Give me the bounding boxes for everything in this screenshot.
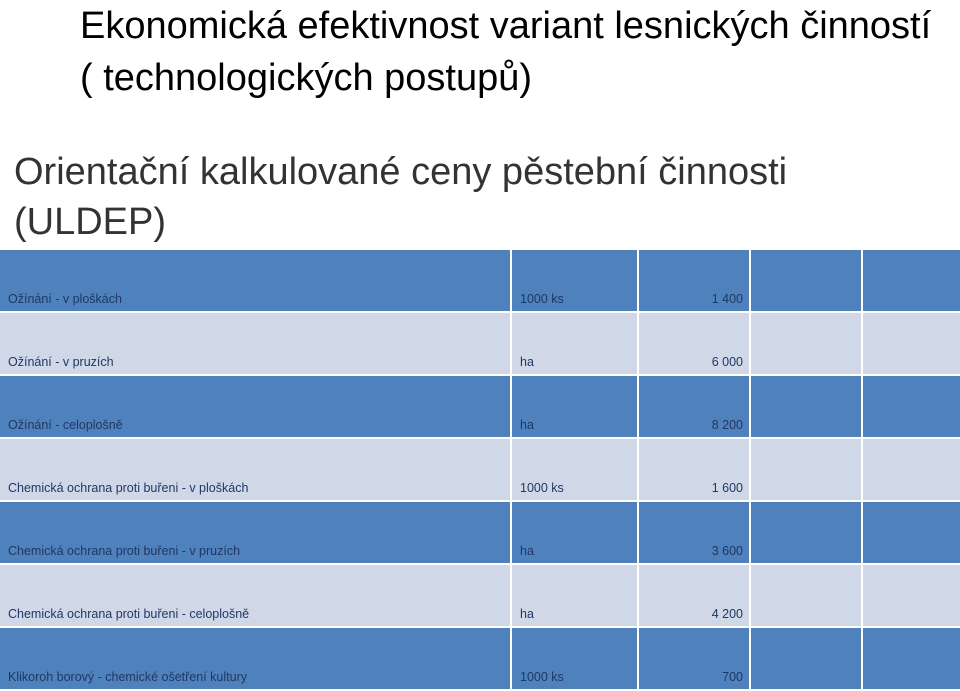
- table-row: [0, 439, 960, 500]
- table-row: [0, 502, 960, 563]
- activity-cell: Chemická ochrana proti buřeni - celoplošně: [0, 565, 510, 626]
- empty-cell: [751, 250, 861, 311]
- table-row: [0, 313, 960, 374]
- activity-cell: Klikoroh borový - chemické ošetření kultury: [0, 628, 510, 689]
- price-table: [0, 248, 960, 691]
- price-cell: 4 200: [639, 565, 749, 626]
- price-cell: 3 600: [639, 502, 749, 563]
- empty-cell: [751, 376, 861, 437]
- unit-cell: 1000 ks: [512, 439, 637, 500]
- table-row: [0, 376, 960, 437]
- price-cell: 700: [639, 628, 749, 689]
- empty-cell: [863, 565, 960, 626]
- unit-cell: 1000 ks: [512, 250, 637, 311]
- empty-cell: [751, 313, 861, 374]
- empty-cell: [863, 502, 960, 563]
- price-cell: 6 000: [639, 313, 749, 374]
- empty-cell: [863, 313, 960, 374]
- unit-cell: ha: [512, 313, 637, 374]
- price-cell: 8 200: [639, 376, 749, 437]
- unit-cell: 1000 ks: [512, 628, 637, 689]
- unit-cell: ha: [512, 565, 637, 626]
- slide-subtitle: Orientační kalkulované ceny pěstební činnosti (ULDEP): [14, 151, 788, 243]
- unit-cell: ha: [512, 502, 637, 563]
- empty-cell: [863, 439, 960, 500]
- table-row: [0, 565, 960, 626]
- empty-cell: [751, 502, 861, 563]
- activity-cell: Ožínání - v pruzích: [0, 313, 510, 374]
- activity-cell: Ožínání - v ploškách: [0, 250, 510, 311]
- slide-title: Ekonomická efektivnost variant lesnických činností ( technologických postupů): [80, 5, 932, 99]
- price-cell: 1 400: [639, 250, 749, 311]
- empty-cell: [863, 376, 960, 437]
- activity-cell: Chemická ochrana proti buřeni - v ploškách: [0, 439, 510, 500]
- unit-cell: ha: [512, 376, 637, 437]
- empty-cell: [751, 565, 861, 626]
- activity-cell: Ožínání - celoplošně: [0, 376, 510, 437]
- price-cell: 1 600: [639, 439, 749, 500]
- table-row: [0, 250, 960, 311]
- empty-cell: [863, 250, 960, 311]
- activity-cell: Chemická ochrana proti buřeni - v pruzích: [0, 502, 510, 563]
- empty-cell: [751, 439, 861, 500]
